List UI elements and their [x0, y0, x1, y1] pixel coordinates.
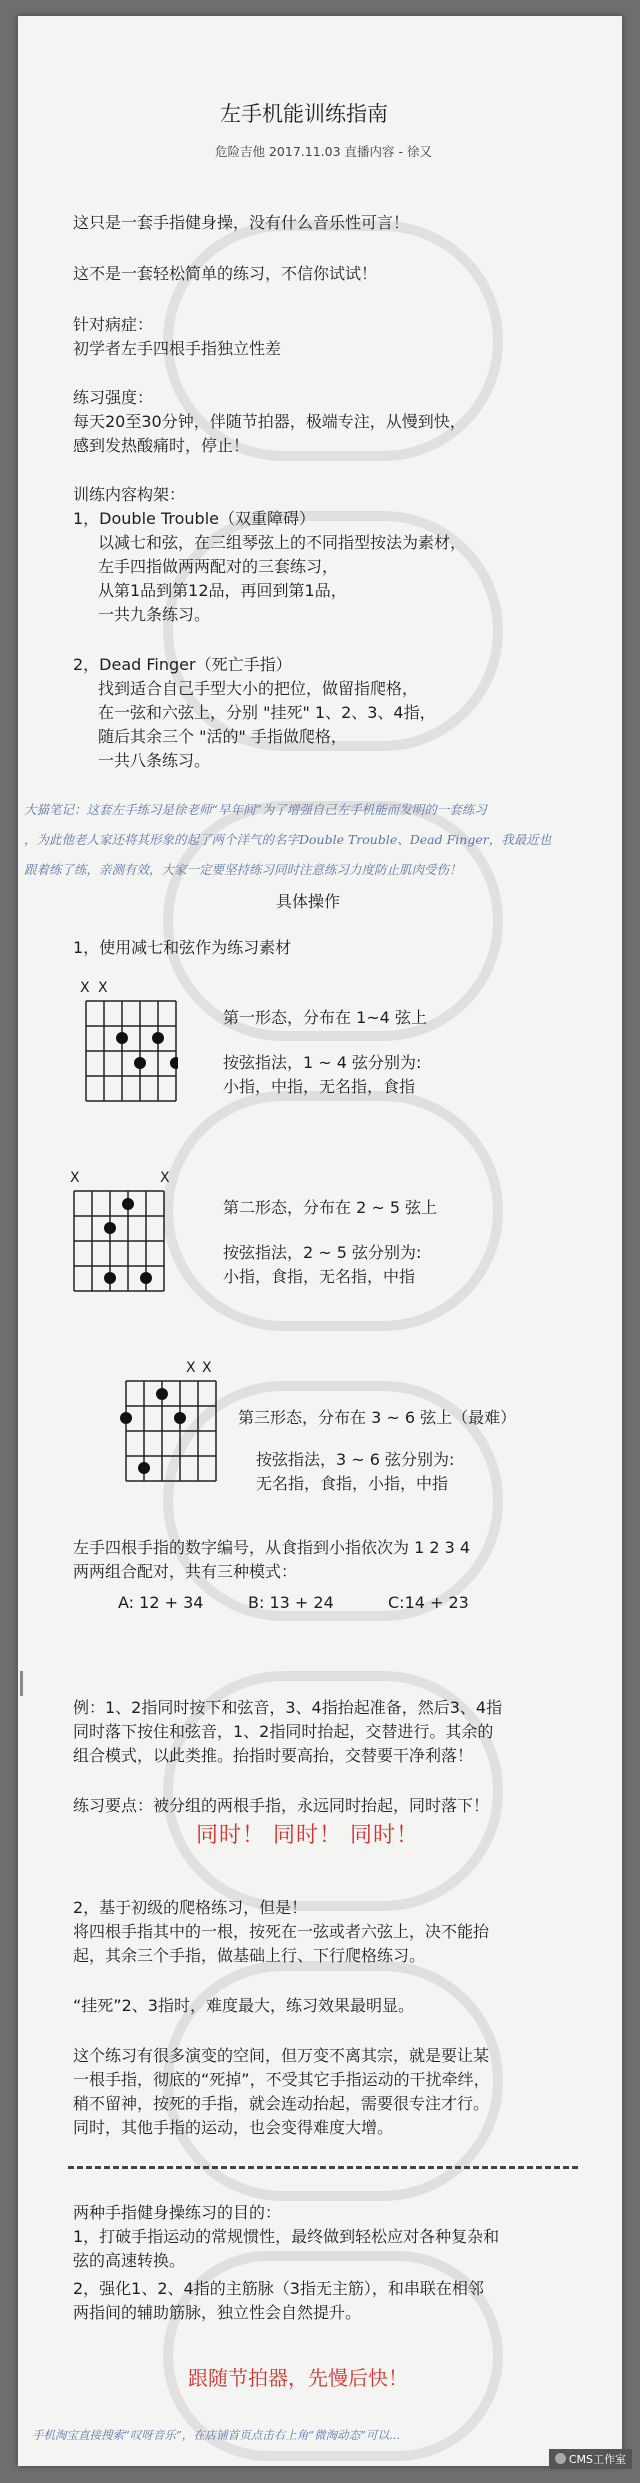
- purpose-heading: 两种手指健身操练习的目的：: [73, 2203, 282, 2222]
- intro-line: 这只是一套手指健身操，没有什么音乐性可言！: [73, 213, 410, 232]
- emphasis-red: 同时！ 同时！ 同时！: [196, 1823, 419, 1848]
- finger-dot: [138, 1462, 150, 1474]
- finger-dot: [120, 1412, 132, 1424]
- essentials-line: 练习要点：被分组的两根手指，永远同时抬起，同时落下！: [73, 1796, 490, 1815]
- form-press: 按弦指法，1 ~ 4 弦分别为:: [223, 1053, 422, 1072]
- mute-mark: X: [98, 980, 108, 996]
- finger-dot: [170, 1057, 178, 1069]
- framework-item-line: 左手四指做两两配对的三套练习，: [98, 557, 339, 576]
- finger-dot: [116, 1032, 128, 1044]
- page-subtitle: 危险吉他 2017.11.03 直播内容 - 徐又: [215, 144, 432, 159]
- framework-item-line: 一共八条练习。: [98, 751, 211, 770]
- hardest-line: “挂死”2、3指时，难度最大，练习效果最明显。: [73, 1996, 414, 2015]
- example-line: 同时落下按住和弦音，1、2指同时抬起，交替进行。其余的: [73, 1722, 494, 1741]
- section-heading: 具体操作: [276, 892, 341, 911]
- framework-item-line: 以减七和弦，在三组琴弦上的不同指型按法为素材，: [98, 533, 467, 552]
- mode-item: A: 12 + 34: [118, 1593, 204, 1612]
- finger-dot: [156, 1388, 168, 1400]
- corner-badge: [549, 2449, 632, 2469]
- form-press: 按弦指法，2 ~ 5 弦分别为:: [223, 1243, 422, 1262]
- mute-mark: X: [160, 1170, 170, 1186]
- framework-item-title: 1，Double Trouble（双重障碍）: [73, 509, 315, 528]
- corner-label: CMS工作室: [568, 2453, 626, 2466]
- purpose-line: 2，强化1、2、4指的主筋脉（3指无主筋），和串联在相邻: [73, 2279, 484, 2298]
- target-text: 初学者左手四根手指独立性差: [73, 339, 282, 358]
- numbering-line: 左手四根手指的数字编号，从食指到小指依次为 1 2 3 4: [73, 1538, 471, 1557]
- footer-note: 手机淘宝直接搜索“叹呀音乐”，在店铺首页点击右上角“微淘动态”可以...: [32, 2428, 400, 2442]
- form-description: 第三形态，分布在 3 ~ 6 弦上（最难）: [238, 1408, 517, 1427]
- mode-item: C:14 + 23: [388, 1593, 469, 1612]
- variation-line: 稍不留神，按死的手指，就会连动抬起，需要很专注才行。: [73, 2094, 490, 2113]
- framework-item-title: 2，Dead Finger（死亡手指）: [73, 655, 292, 674]
- form-description: 第一形态，分布在 1~4 弦上: [223, 1008, 427, 1027]
- step2-line: 2，基于初级的爬格练习，但是！: [73, 1898, 308, 1917]
- mute-mark: X: [70, 1170, 80, 1186]
- mute-mark: X: [186, 1360, 196, 1376]
- framework-item-line: 在一弦和六弦上，分别 "挂死" 1、2、3、4指，: [98, 703, 436, 722]
- step2-line: 将四根手指其中的一根，按死在一弦或者六弦上，决不能抬: [73, 1922, 490, 1941]
- intensity-heading: 练习强度：: [73, 388, 154, 407]
- target-heading: 针对病症：: [73, 315, 154, 334]
- finger-dot: [134, 1057, 146, 1069]
- chord-diagram: [66, 1186, 176, 1296]
- handwritten-note-line: ，为此他老人家还将其形象的起了两个洋气的名字Double Trouble、Dead Finger，我最近也: [24, 832, 552, 847]
- purpose-line: 弦的高速转换。: [73, 2251, 186, 2270]
- finger-dot: [104, 1222, 116, 1234]
- finger-dot: [152, 1032, 164, 1044]
- form-press: 按弦指法，3 ~ 6 弦分别为:: [256, 1450, 455, 1469]
- finger-dot: [104, 1272, 116, 1284]
- form-fingers: 小指，中指，无名指，食指: [223, 1077, 416, 1096]
- mode-item: B: 13 + 24: [248, 1593, 334, 1612]
- wechat-icon: [555, 2453, 566, 2464]
- example-line: 例：1、2指同时按下和弦音，3、4指抬起准备，然后3、4指: [73, 1698, 503, 1717]
- chord-diagram: [78, 996, 178, 1106]
- framework-heading: 训练内容构架：: [73, 485, 186, 504]
- numbering-line: 两两组合配对，共有三种模式：: [73, 1562, 298, 1581]
- form-description: 第二形态，分布在 2 ~ 5 弦上: [223, 1198, 438, 1217]
- mute-mark: X: [202, 1360, 212, 1376]
- finger-dot: [122, 1198, 134, 1210]
- closing-red: 跟随节拍器，先慢后快！: [188, 2366, 408, 2390]
- page-title: 左手机能训练指南: [220, 102, 388, 126]
- finger-dot: [174, 1412, 186, 1424]
- divider-mark: [20, 1671, 23, 1696]
- intensity-line: 感到发热酸痛时，停止！: [73, 436, 250, 455]
- chord-diagram: [118, 1376, 228, 1491]
- handwritten-note-line: 跟着练了练，亲测有效，大家一定要坚持练习同时注意练习力度防止肌肉受伤！: [24, 862, 462, 877]
- framework-item-line: 随后其余三个 "活的" 手指做爬格，: [98, 727, 347, 746]
- mute-mark: X: [80, 980, 90, 996]
- framework-item-line: 从第1品到第12品，再回到第1品，: [98, 581, 347, 600]
- dashed-divider: [68, 2166, 578, 2172]
- handwritten-note-line: 大猫笔记：这套左手练习是徐老师“早年间”为了增强自己左手机能而发明的一套练习: [24, 802, 487, 817]
- framework-item-line: 找到适合自己手型大小的把位，做留指爬格，: [98, 679, 419, 698]
- variation-line: 这个练习有很多演变的空间，但万变不离其宗，就是要让某: [73, 2046, 490, 2065]
- document-page: [18, 16, 622, 2466]
- intensity-line: 每天20至30分钟，伴随节拍器，极端专注，从慢到快，: [73, 412, 466, 431]
- variation-line: 一根手指，彻底的“死掉”，不受其它手指运动的干扰牵绊，: [73, 2070, 490, 2089]
- variation-line: 同时，其他手指的运动，也会变得难度大增。: [73, 2118, 394, 2137]
- purpose-line: 两指间的辅助筋脉，独立性会自然提升。: [73, 2303, 362, 2322]
- purpose-line: 1，打破手指运动的常规惯性，最终做到轻松应对各种复杂和: [73, 2227, 500, 2246]
- intro-line: 这不是一套轻松简单的练习，不信你试试！: [73, 264, 378, 283]
- form-fingers: 无名指，食指，小指，中指: [256, 1474, 449, 1493]
- finger-dot: [140, 1272, 152, 1284]
- step2-line: 起，其余三个手指，做基础上行、下行爬格练习。: [73, 1946, 426, 1965]
- step-heading: 1，使用减七和弦作为练习素材: [73, 938, 292, 957]
- framework-item-line: 一共九条练习。: [98, 605, 211, 624]
- example-line: 组合模式，以此类推。抬指时要高抬，交替要干净利落！: [73, 1746, 474, 1765]
- form-fingers: 小指，食指，无名指，中指: [223, 1267, 416, 1286]
